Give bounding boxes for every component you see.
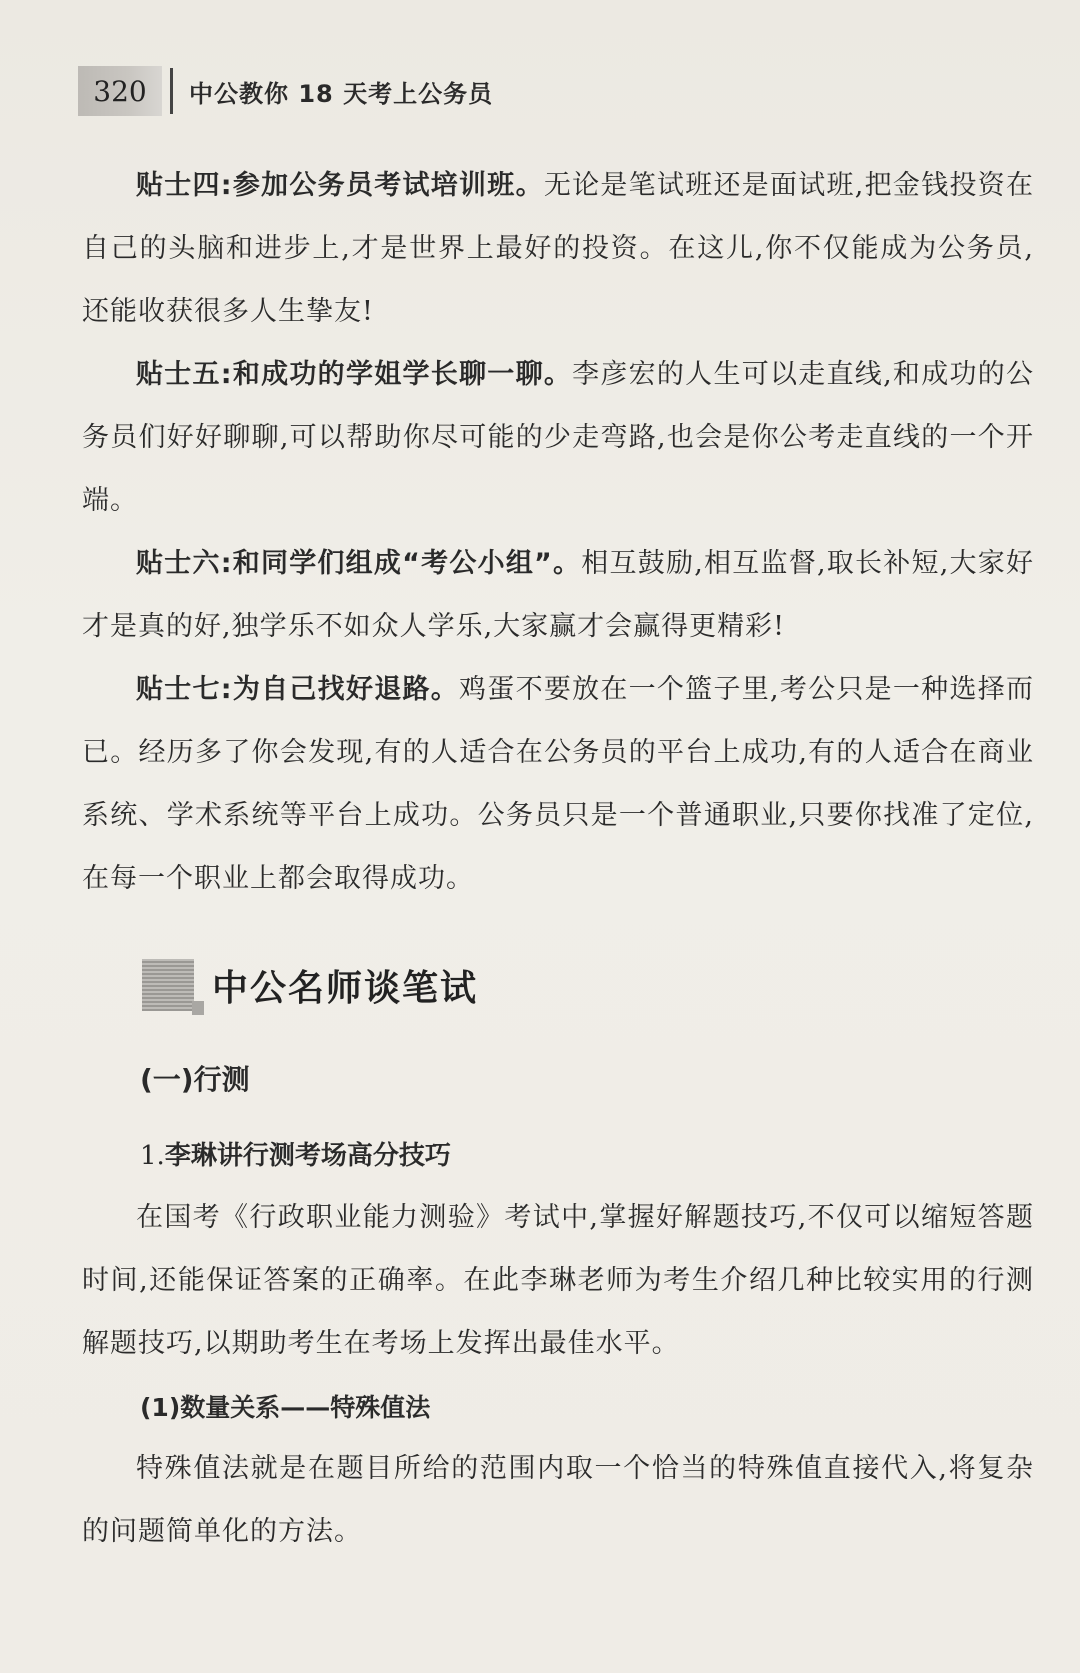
subsubsection-title: 李琳讲行测考场高分技巧 xyxy=(164,1141,451,1171)
method-paragraph: 特殊值法就是在题目所给的范围内取一个恰当的特殊值直接代入,将复杂的问题简单化的方法。 xyxy=(82,1453,1034,1547)
page-number: 320 xyxy=(78,66,162,116)
subsection-heading: (一)行测 xyxy=(140,1063,250,1096)
intro-paragraph: 在国考《行政职业能力测验》考试中,掌握好解题技巧,不仅可以缩短答题时间,还能保证答案的正确率。在此李琳老师为考生介绍几种比较实用的行测解题技巧,以期助考生在考场上发挥出最佳水平。 xyxy=(82,1202,1034,1359)
tip-body: 鸡蛋不要放在一个篮子里,考公只是一种选择而已。经历多了你会发现,有的人适合在公务员的平台上成功,有的人适合在商业系统、学术系统等平台上成功。公务员只是一个普通职业,只要你找准了定位,在每一个职业上都会取得成功。 xyxy=(82,674,1034,894)
book-title: 中公教你 18 天考上公务员 xyxy=(189,79,494,108)
tip-paragraph-5 xyxy=(82,343,1034,532)
section-marker-icon xyxy=(142,959,194,1011)
tip-paragraph-4 xyxy=(82,154,1034,343)
subsubsection-number: 1. xyxy=(140,1141,165,1171)
header-divider xyxy=(170,68,173,114)
section-title: 中公名师谈笔试 xyxy=(212,967,479,1009)
page-content xyxy=(82,154,1034,1563)
tip-lead: 贴士七:为自己找好退路。 xyxy=(136,674,460,705)
tip-paragraph-6 xyxy=(82,532,1034,658)
section-heading xyxy=(82,954,1034,1016)
page-header xyxy=(78,66,493,116)
tip-lead: 贴士六:和同学们组成“考公小组”。 xyxy=(136,548,582,579)
subsubsection-heading xyxy=(140,1126,1034,1186)
tip-lead: 贴士五:和成功的学姐学长聊一聊。 xyxy=(136,359,573,390)
method-heading: (1)数量关系——特殊值法 xyxy=(140,1393,431,1422)
tip-body: 相互鼓励,相互监督,取长补短,大家好才是真的好,独学乐不如众人学乐,大家赢才会赢得更精彩! xyxy=(82,548,1034,642)
tip-body: 无论是笔试班还是面试班,把金钱投资在自己的头脑和进步上,才是世界上最好的投资。在这儿,你不仅能成为公务员,还能收获很多人生挚友! xyxy=(82,170,1034,327)
tip-lead: 贴士四:参加公务员考试培训班。 xyxy=(136,170,544,201)
tip-paragraph-7 xyxy=(82,658,1034,910)
tip-body: 李彦宏的人生可以走直线,和成功的公务员们好好聊聊,可以帮助你尽可能的少走弯路,也会是你公考走直线的一个开端。 xyxy=(82,359,1034,516)
